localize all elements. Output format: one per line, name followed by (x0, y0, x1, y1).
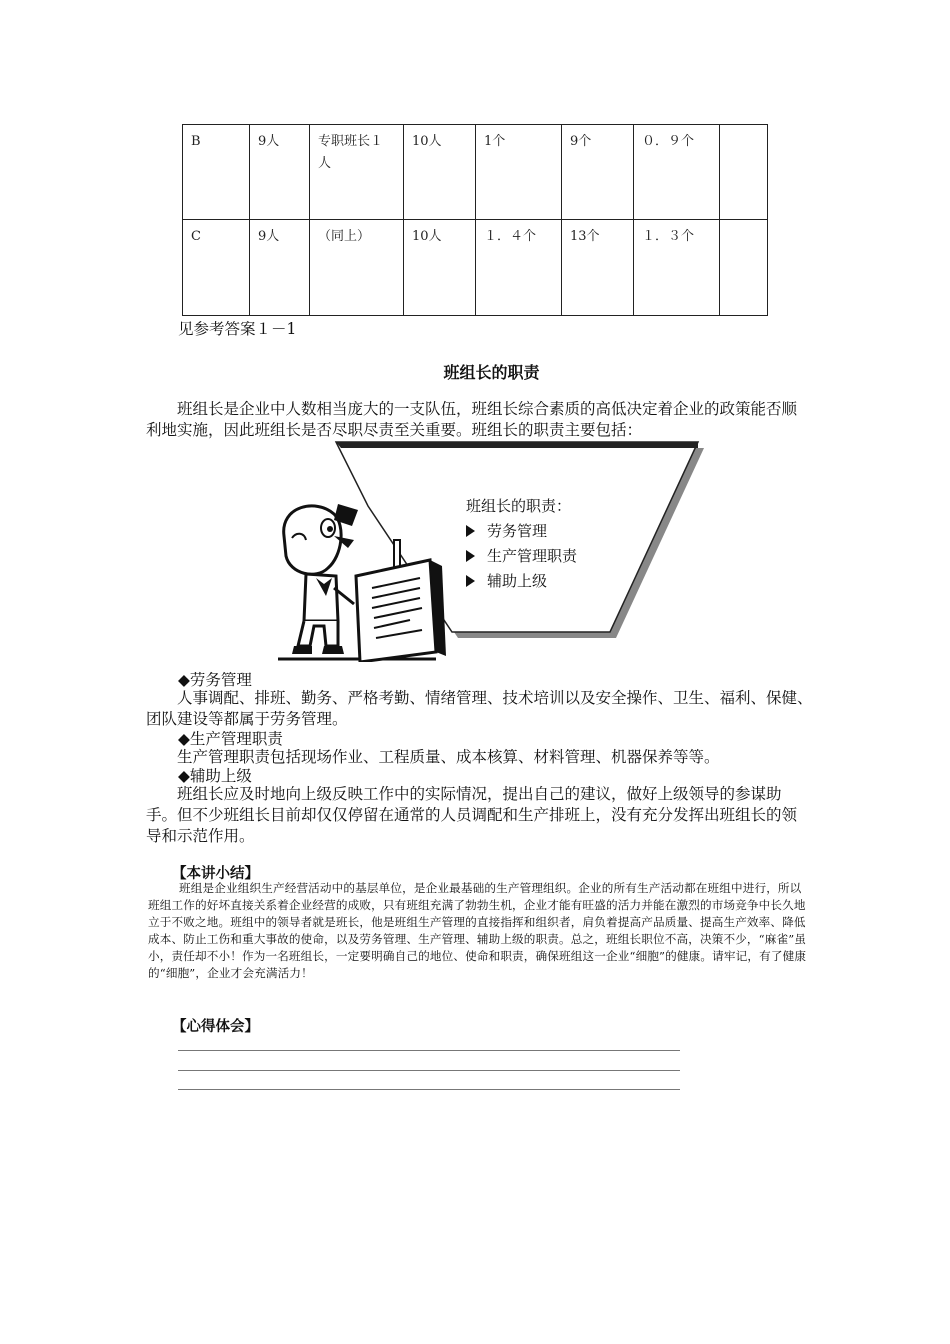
table-cell: ０．９个 (634, 125, 720, 220)
bubble-list (466, 518, 577, 593)
reference-note: 见参考答案１－1 (178, 320, 297, 338)
duty-text-production: 生产管理职责包括现场作业、工程质量、成本核算、材料管理、机器保养等等。 (177, 748, 720, 766)
table-cell: 10人 (404, 125, 476, 220)
clipboard-icon (346, 522, 466, 662)
data-table (182, 124, 768, 316)
table-cell: 9人 (250, 125, 310, 220)
list-item: 劳务管理 (466, 518, 577, 543)
blank-line (178, 1070, 680, 1071)
duty-heading-production: ◆生产管理职责 (178, 730, 283, 748)
arrow-bullet-icon (466, 575, 475, 587)
section-title: 班组长的职责 (443, 363, 540, 382)
duty-heading-labor: ◆劳务管理 (178, 671, 252, 689)
arrow-bullet-icon (466, 550, 475, 562)
list-item: 辅助上级 (466, 568, 577, 593)
bubble-title: 班组长的职责： (466, 497, 572, 515)
blank-line (178, 1089, 680, 1090)
duty-text-assist: 班组长应及时地向上级反映工作中的实际情况，提出自己的建议，做好上级领导的参谋助手。但不少班组长目前却仅仅停留在通常的人员调配和生产排班上，没有充分发挥出班组长的领导和示范作用。 (146, 785, 798, 845)
reflection-heading: 【心得体会】 (172, 1019, 259, 1035)
table-row (183, 125, 768, 220)
blank-line (178, 1050, 680, 1051)
table-cell: １．３个 (634, 220, 720, 316)
intro-paragraph: 班组长是企业中人数相当庞大的一支队伍，班组长综合素质的高低决定着企业的政策能否顺利地实施，因此班组长是否尽职尽责至关重要。班组长的职责主要包括： (146, 400, 798, 439)
table-cell: （同上） (310, 220, 404, 316)
summary-text: 班组是企业组织生产经营活动中的基层单位，是企业最基础的生产管理组织。企业的所有生产活动都在班组中进行，所以班组工作的好坏直接关系着企业经营的成败，只有班组充满了勃勃生机，企业才能有旺盛的活力并能在激烈的市场竞争中长久地立于不败之地。班组中的领导者就是班长，他是班组生产管理的直接指挥和组织者，肩负着提高产品质量、提高生产效率、降低成本、防止工伤和重大事故的使命，以及劳务管理、生产管理、辅助上级的职责。总之，班组长职位不高，决策不少，“麻雀”虽小，责任却不小！作为一名班组长，一定要明确自己的地位、使命和职责，确保班组这一企业“细胞”的健康。请牢记，有了健康的“细胞”，企业才会充满活力！ (148, 881, 807, 980)
table-cell: B (183, 125, 250, 220)
summary-heading: 【本讲小结】 (172, 866, 259, 882)
table-cell: 9人 (250, 220, 310, 316)
arrow-bullet-icon (466, 525, 475, 537)
table-cell (720, 125, 768, 220)
table-cell: C (183, 220, 250, 316)
table-cell: 专职班长１人 (310, 125, 404, 220)
duty-heading-assist: ◆辅助上级 (178, 767, 252, 785)
table-cell (720, 220, 768, 316)
table-cell: 10人 (404, 220, 476, 316)
table-cell: 13个 (562, 220, 634, 316)
duty-text-labor: 人事调配、排班、勤务、严格考勤、情绪管理、技术培训以及安全操作、卫生、福利、保健、团队建设等都属于劳务管理。 (146, 689, 813, 728)
table-cell: １．４个 (476, 220, 562, 316)
list-item: 生产管理职责 (466, 543, 577, 568)
table-cell: 9个 (562, 125, 634, 220)
illustration (276, 440, 716, 666)
table-row (183, 220, 768, 316)
table-cell: 1个 (476, 125, 562, 220)
